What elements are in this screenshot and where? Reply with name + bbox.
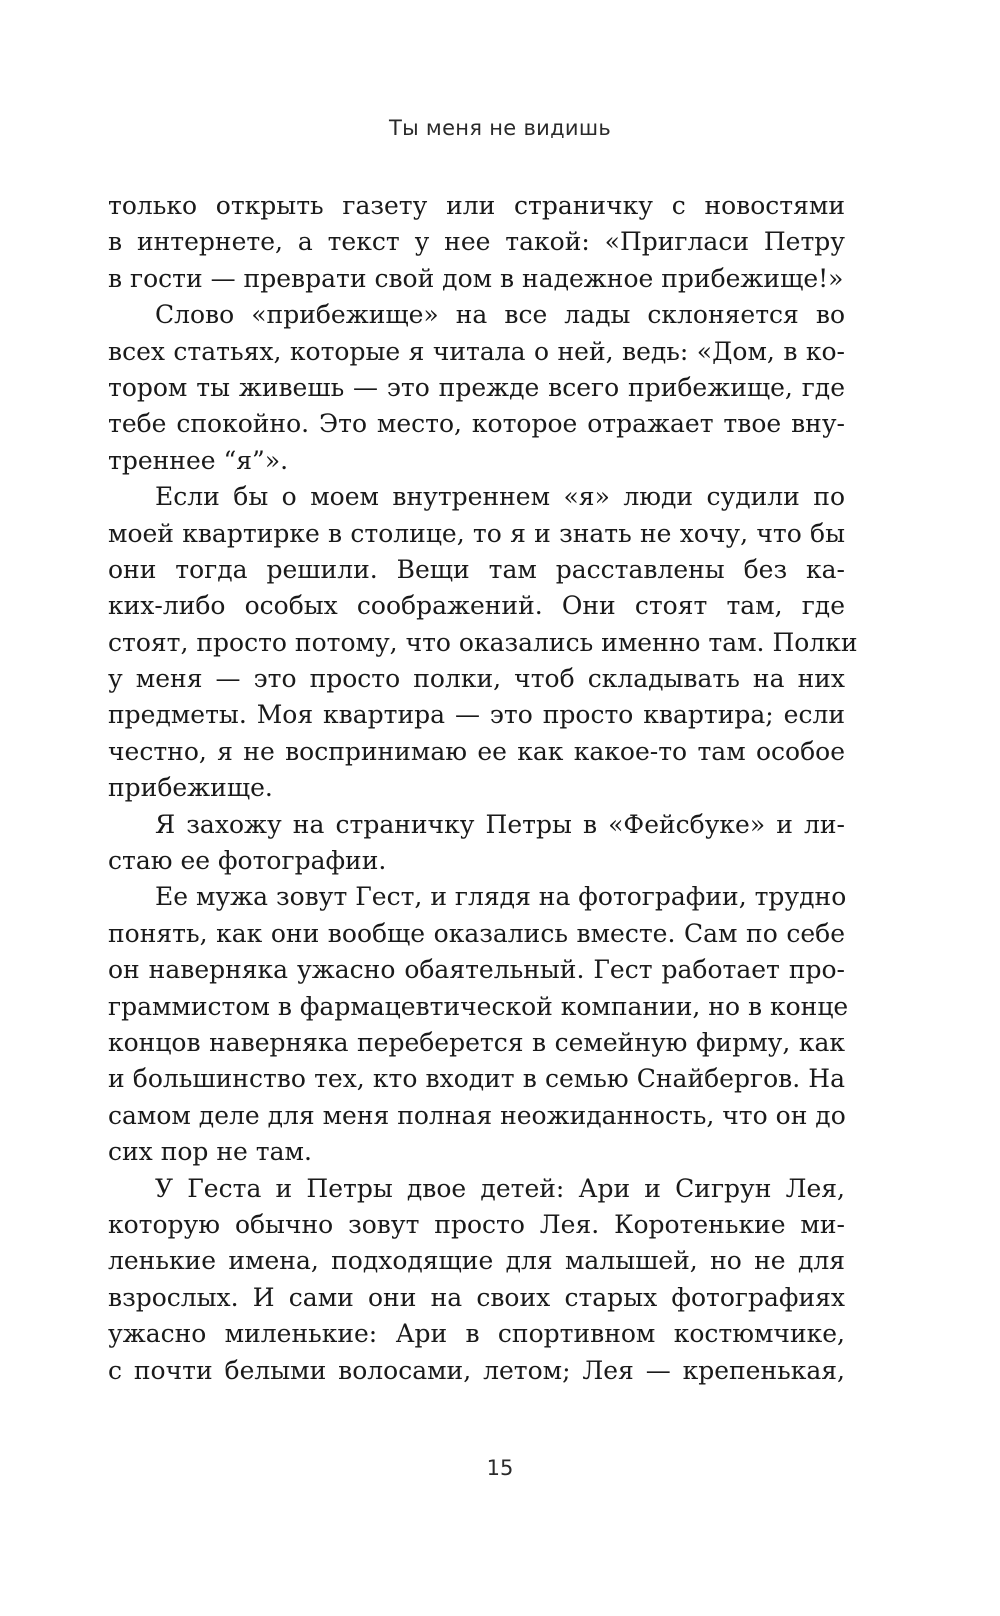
body-text [108,188,858,1389]
text-line: Если бы о моем внутреннем «я» люди судили по [155,482,845,512]
text-line: у меня — это просто полки, чтоб складывать на них [108,664,845,694]
text-line: всех статьях, которые я читала о ней, ведь: «Дом, в ко- [108,336,845,366]
text-line: он наверняка ужасно обаятельный. Гест работает про- [108,955,845,985]
text-line: ких-либо особых соображений. Они стоят там, где [108,591,845,621]
text-line: честно, я не воспринимаю ее как какое-то там особое [108,736,845,766]
page-number: 15 [486,1456,514,1480]
running-head-title: Ты меня не видишь [388,116,612,140]
text-line: У Геста и Петры двое детей: Ари и Сигрун Лея, [155,1173,845,1203]
text-line: ленькие имена, подходящие для малышей, но не для [108,1246,845,1276]
text-line: стаю ее фотографии. [108,846,387,876]
text-line: прибежище. [108,773,273,803]
text-line: моей квартирке в столице, то я и знать не хочу, что бы [108,518,845,548]
text-line: тором ты живешь — это прежде всего прибежище, где [108,372,845,402]
text-line: они тогда решили. Вещи там расставлены без ка- [108,554,845,584]
text-line: предметы. Моя квартира — это просто квартира; если [108,700,845,730]
text-line: с почти белыми волосами, летом; Лея — крепенькая, [108,1355,845,1385]
text-line: треннее “я”». [108,445,289,475]
text-line: Я захожу на страничку Петры в «Фейсбуке» и ли- [155,809,845,839]
text-line: взрослых. И сами они на своих старых фотографиях [108,1282,845,1312]
text-line: понять, как они вообще оказались вместе. Сам по себе [108,918,845,948]
text-line: граммистом в фармацевтической компании, но в конце [108,991,849,1021]
text-line: Ее мужа зовут Гест, и глядя на фотографии, трудно [155,882,847,912]
text-line: Слово «прибежище» на все лады склоняется во [155,300,845,330]
text-line: только открыть газету или страничку с новостями [108,191,845,220]
text-line: и большинство тех, кто входит в семью Снайбергов. На [108,1064,845,1094]
text-line: тебе спокойно. Это место, которое отражает твое вну- [108,409,845,439]
text-line: концов наверняка переберется в семейную фирму, как [108,1027,845,1057]
text-line: которую обычно зовут просто Лея. Коротенькие ми- [108,1209,845,1239]
text-line: стоят, просто потому, что оказались именно там. Полки [108,627,858,657]
text-line: самом деле для меня полная неожиданность, что он до [108,1100,846,1130]
text-line: сих пор не там. [108,1137,312,1167]
text-line: в интернете, а текст у нее такой: «Пригласи Петру [108,227,845,257]
text-line: в гости — преврати свой дом в надежное прибежище!» [108,263,844,293]
text-line: ужасно миленькие: Ари в спортивном костюмчике, [108,1319,845,1349]
